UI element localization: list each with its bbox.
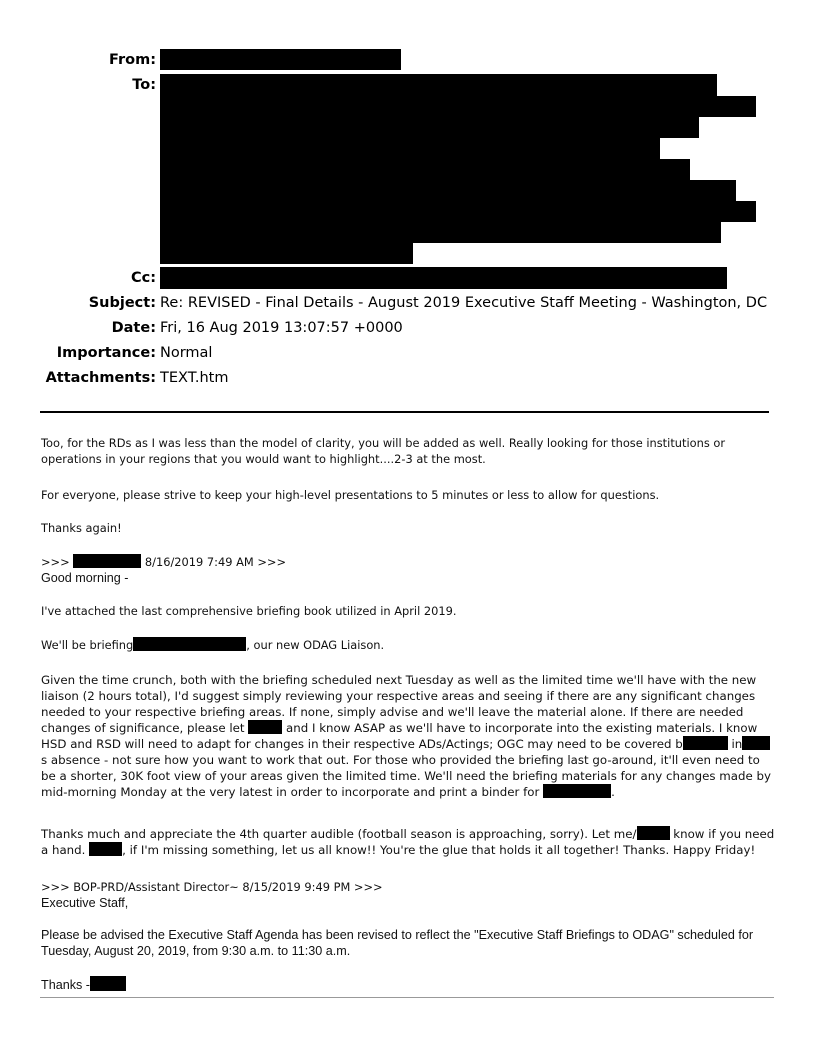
redaction-sender-1 — [73, 554, 141, 568]
subject-label: Subject: — [88, 295, 156, 311]
quote-header-1: >>> 8/16/2019 7:49 AM >>> — [41, 555, 286, 569]
to-label: To: — [132, 77, 156, 93]
paragraph-agenda-revised: Please be advised the Executive Staff Agenda has been revised to reflect the "Executive Staff Briefings to ODAG" scheduled for Tuesday, August 20, 2019, from 9:30 a.m. to 11:30 a.m. — [41, 928, 754, 958]
cc-label: Cc: — [130, 270, 156, 286]
greeting: Good morning - — [41, 571, 129, 585]
redaction-person-1 — [248, 720, 282, 734]
closing: Thanks - — [41, 976, 776, 993]
redaction-person-2 — [683, 736, 728, 750]
paragraph-presentations: For everyone, please strive to keep your high-level presentations to 5 minutes or less to allow for questions. — [41, 488, 660, 502]
header-divider — [40, 411, 769, 413]
attachments-value: TEXT.htm — [160, 370, 229, 386]
importance-value: Normal — [160, 345, 213, 361]
from-label: From: — [109, 52, 156, 68]
paragraph-briefing-liaison: We'll be briefing , our new ODAG Liaison. — [41, 638, 385, 652]
paragraph-briefing-book: I've attached the last comprehensive briefing book utilized in April 2019. — [41, 604, 457, 618]
redaction-from — [160, 49, 401, 70]
redaction-signature — [90, 976, 126, 991]
footer-divider — [40, 997, 774, 998]
paragraph-thanks-much: Thanks much and appreciate the 4th quarter audible (football season is approaching, sorry). Let me/ know if you need a hand. , if I'm missing something, let us all know!! You're the glue that holds it all together! Thanks. Happy Friday! — [41, 827, 775, 857]
redaction-person-6 — [89, 842, 122, 856]
redaction-cc — [160, 267, 727, 289]
redaction-person-3 — [742, 736, 770, 750]
paragraph-rds: Too, for the RDs as I was less than the model of clarity, you will be added as well. Really looking for those institutions or operations in your regions that you would want to highlight....2-3 at the most. — [41, 436, 726, 466]
redaction-liaison-name — [133, 637, 246, 651]
quote-header-2: >>> BOP-PRD/Assistant Director~ 8/15/2019 9:49 PM >>> — [41, 880, 383, 894]
date-value: Fri, 16 Aug 2019 13:07:57 +0000 — [160, 320, 403, 336]
date-label: Date: — [111, 320, 156, 336]
redaction-person-4 — [543, 784, 611, 798]
attachments-label: Attachments: — [45, 370, 156, 386]
paragraph-time-crunch: Given the time crunch, both with the briefing scheduled next Tuesday as well as the limited time we'll have with the new liaison (2 hours total), I'd suggest simply reviewing your respective areas and seeing if there are any significant changes needed to your respective briefing areas. If none, simply advise and we'll leave the material alone. If there are needed changes of significance, please let and I know ASAP as we'll have to incorporate into the existing materials. I know HSD and RSD will need to adapt for changes in their respective ADs/Actings; OGC may need to be covered b ins absence - not sure how you want to work that out. For those who provided the briefing last go-around, it'll even need to be a shorter, 30K foot view of your areas given the limited time. We'll need the briefing materials for any changes made by mid-morning Monday at the very latest in order to incorporate and print a binder for . — [41, 673, 771, 799]
redaction-person-5 — [637, 826, 670, 840]
importance-label: Importance: — [56, 345, 156, 361]
paragraph-thanks-again: Thanks again! — [41, 521, 122, 535]
salutation: Executive Staff, — [41, 896, 129, 910]
subject-value: Re: REVISED - Final Details - August 2019 Executive Staff Meeting - Washington, DC — [160, 295, 768, 311]
